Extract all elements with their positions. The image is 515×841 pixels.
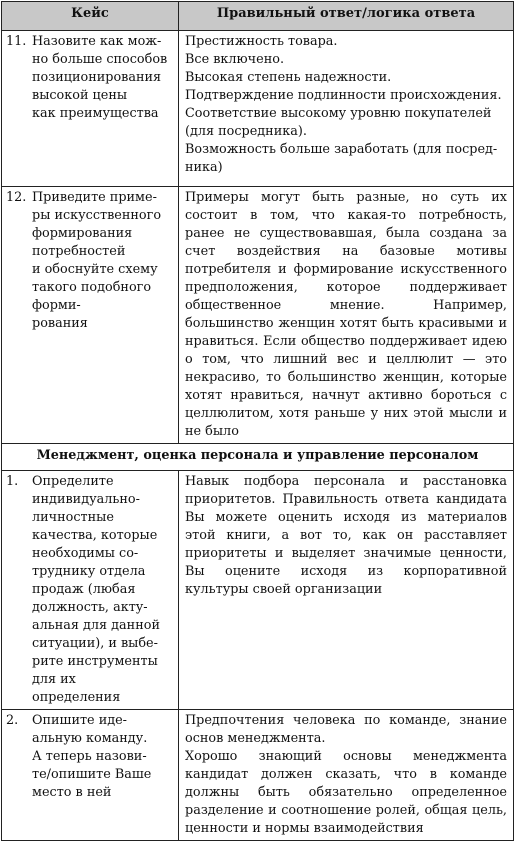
table-row — [2, 187, 514, 444]
section-row — [2, 444, 514, 471]
answer-paragraph: Навык подбора персонала и расстановка приоритетов. Правильность ответа кандидата Вы можете оценить исходя из материалов этой книги, а вот то, как он расставляет приоритеты и выделяет значимые ценности, Вы оцените исходя из корпоративной культуры своей организации — [185, 474, 507, 597]
answer-paragraph: Хорошо знающий основы менеджмента кандидат должен сказать, что в команде должны быть обязательно определенное разделение и соотношение ролей, общая цель, ценности и нормы взаимодействия — [185, 749, 507, 836]
case-number: 11. — [6, 34, 27, 49]
answer-cell — [179, 471, 514, 710]
case-cell — [2, 187, 179, 444]
answer-line: Возможность больше заработать (для посред- ника) — [185, 142, 498, 175]
answer-cell — [179, 31, 514, 187]
answer-paragraph: Предпочтения человека по команде, знание основ менеджмента. — [185, 713, 507, 746]
case-question: Назовите как мож- но больше способов позиционирования высокой цены как преимущества — [32, 34, 168, 121]
answer-line: Все включено. — [185, 52, 285, 67]
case-cell — [2, 31, 179, 187]
case-number: 12. — [6, 190, 27, 205]
section-title: Менеджмент, оценка персонала и управление персоналом — [2, 444, 514, 471]
case-question: Определите индивидуально- личностные качества, которые необходимы со- труднику отдела продаж (любая должность, акту- альная для данной ситуации), и выбе- рите инструменты для их определения — [32, 474, 160, 705]
table-row — [2, 710, 514, 841]
table-row — [2, 471, 514, 710]
answer-line: Высокая степень надежности. — [185, 70, 392, 85]
answer-line: Престижность товара. — [185, 34, 338, 49]
case-answer-table — [1, 1, 514, 841]
answer-line: Подтверждение подлинности происхождения. — [185, 88, 502, 103]
case-question: Опишите иде- альную команду. А теперь назови- те/опишите Ваше место в ней — [32, 713, 152, 800]
answer-cell — [179, 187, 514, 444]
case-number: 1. — [6, 474, 19, 489]
case-number: 2. — [6, 713, 19, 728]
header-case: Кейс — [2, 2, 179, 31]
answer-paragraph: Примеры могут быть разные, но суть их состоит в том, что какая-то потребность, ранее не существовавшая, была создана за счет воздействия на базовые мотивы потребителя и формирование искусственного предположения, которое поддерживает общественное мнение. Например, большинство женщин хотят быть красивыми и нравиться. Если общество поддерживает идею о том, что лишний вес и целлюлит — это некрасиво, то большинство женщин, которые хотят нравиться, начнут активно бороться с целлюлитом, хотя раньше у них этой мысли и не было — [185, 190, 507, 439]
answer-line: Соответствие высокому уровню покупателей (для посредника). — [185, 106, 492, 139]
table-row — [2, 31, 514, 187]
header-answer: Правильный ответ/логика ответа — [179, 2, 514, 31]
answer-cell — [179, 710, 514, 841]
case-cell — [2, 710, 179, 841]
table-header-row — [2, 2, 514, 31]
case-cell — [2, 471, 179, 710]
case-question: Приведите приме- ры искусственного формирования потребностей и обоснуйте схему такого подобного форми- рования — [32, 190, 162, 331]
